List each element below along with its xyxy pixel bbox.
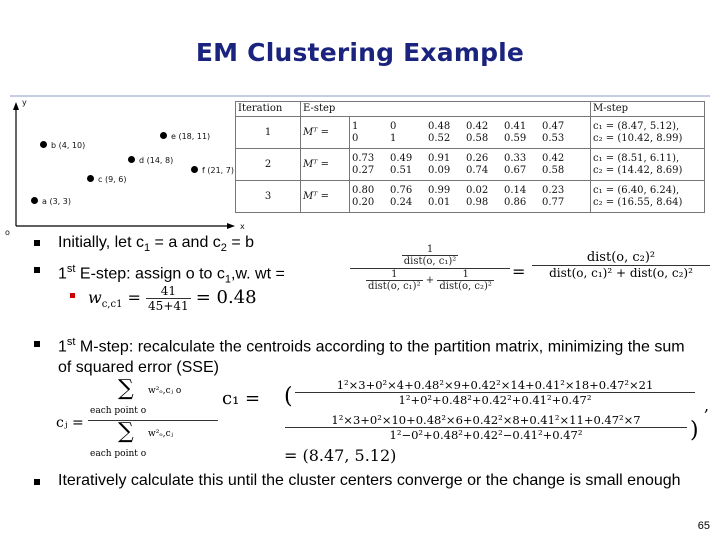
centroid-c2: c₂ = (14.42, 8.69) <box>593 164 683 176</box>
sub-bullet-marker <box>70 293 75 298</box>
bullet-first-estep: 1st E-step: assign o to $c_1,w$. wt = <box>58 263 285 286</box>
c1-close-paren: ) <box>690 418 699 443</box>
point-label-d: d (14, 8) <box>139 156 174 165</box>
bullet-marker <box>34 267 40 273</box>
bullet-marker <box>34 341 40 347</box>
bullet-initial-centroids: Initially, let $c_1 = a$ and $c_2 = b$ <box>58 234 255 255</box>
c1-x-fraction: 1²×3+0²×4+0.48²×9+0.42²×14+0.41²×18+0.47²×21 1²+0²+0.48²+0.42²+0.41²+0.47² <box>295 378 695 407</box>
membership-matrix <box>350 117 591 149</box>
mstep-cell <box>591 149 705 181</box>
point-a <box>31 197 38 204</box>
membership-matrix <box>350 181 591 213</box>
point-f <box>191 166 198 173</box>
cj-label: cⱼ = <box>56 415 84 431</box>
point-label-a: a (3, 3) <box>42 197 71 206</box>
centroid-c2: c₂ = (16.55, 8.64) <box>593 196 683 208</box>
table-row <box>236 117 705 149</box>
table-header-row <box>236 102 705 117</box>
bullet-marker <box>34 479 40 485</box>
c1-y-fraction: 1²×3+0²×10+0.48²×6+0.42²×8+0.41²×11+0.47²×7 1²−0²+0.48²+0.42²−0.41²+0.47² <box>285 413 687 442</box>
header-mstep: M-step <box>591 102 705 117</box>
matrix-label: Mᵀ = <box>301 149 350 181</box>
slide-title: EM Clustering Example <box>195 38 525 67</box>
table-row <box>236 149 705 181</box>
c1-result: = (8.47, 5.12) <box>284 446 397 465</box>
point-label-e: e (18, 11) <box>171 132 211 141</box>
matrix-row: 0.73 0.49 0.91 0.26 0.33 0.42 <box>352 152 565 164</box>
bullet-first-mstep: 1st M-step: recalculate the centroids according to the partition matrix, minimizing the sum of squared error (SSE) <box>58 336 685 377</box>
matrix-row: 0 1 0.52 0.58 0.59 0.53 <box>352 132 565 144</box>
point-label-c: c (9, 6) <box>98 175 127 184</box>
point-e <box>160 132 167 139</box>
bullet-iterate: Iteratively calculate this until the cluster centers converge or the change is small enough <box>58 472 681 489</box>
y-axis-label: y <box>22 98 27 107</box>
origin-label: o <box>5 228 10 237</box>
point-label-f: f (21, 7) <box>202 166 234 175</box>
membership-matrix <box>350 149 591 181</box>
iteration-cell: 2 <box>236 149 301 181</box>
matrix-row: 0.80 0.76 0.99 0.02 0.14 0.23 <box>352 184 565 196</box>
c1-label: c₁ = <box>222 388 261 409</box>
matrix-row: 0.20 0.24 0.01 0.98 0.86 0.77 <box>352 196 565 208</box>
iteration-cell: 1 <box>236 117 301 149</box>
matrix-label: Mᵀ = <box>301 181 350 213</box>
em-iteration-table <box>235 101 705 213</box>
point-d <box>128 156 135 163</box>
centroid-c1: c₁ = (8.51, 6.11), <box>593 152 680 164</box>
mstep-cell <box>591 181 705 213</box>
c1-comma: , <box>704 396 710 415</box>
title-divider <box>10 95 710 97</box>
cj-fraction: ∑ w²ₒ,cⱼ o each point o ∑ w²ₒ,cⱼ each point o <box>88 378 218 463</box>
iteration-cell: 3 <box>236 181 301 213</box>
matrix-label: Mᵀ = <box>301 117 350 149</box>
matrix-row: 0.27 0.51 0.09 0.74 0.67 0.58 <box>352 164 565 176</box>
estep-weight-result: dist(o, c₂)² dist(o, c₁)² + dist(o, c₂)² <box>532 250 710 280</box>
point-b <box>40 141 47 148</box>
header-iteration: Iteration <box>236 102 301 117</box>
centroid-c2: c₂ = (10.42, 8.99) <box>593 132 683 144</box>
table-row <box>236 181 705 213</box>
mstep-cell <box>591 117 705 149</box>
centroid-c1: c₁ = (6.40, 6.24), <box>593 184 680 196</box>
scatter-plot <box>5 98 245 238</box>
bullet-marker <box>34 240 40 246</box>
matrix-row: 1 0 0.48 0.42 0.41 0.47 <box>352 120 565 132</box>
estep-equals: = <box>512 262 526 281</box>
x-axis-label: x <box>240 222 245 231</box>
weight-value: $w_{c,c1}$ = $\frac{41}{45+41}$ = 0.48 <box>88 284 257 313</box>
point-label-b: b (4, 10) <box>51 141 86 150</box>
estep-weight-fraction: $\frac{1}{\text{dist(o, c₁)²}}$ $\frac{1}{\text{dist(o, c₁)²}}$ + $\frac{1}{\text{dist(o, c₂)²}}$ <box>350 244 510 292</box>
point-c <box>87 175 94 182</box>
header-estep: E-step <box>301 102 591 117</box>
c1-open-paren: ( <box>284 384 293 409</box>
centroid-c1: c₁ = (8.47, 5.12), <box>593 120 680 132</box>
page-number: 65 <box>697 520 710 532</box>
